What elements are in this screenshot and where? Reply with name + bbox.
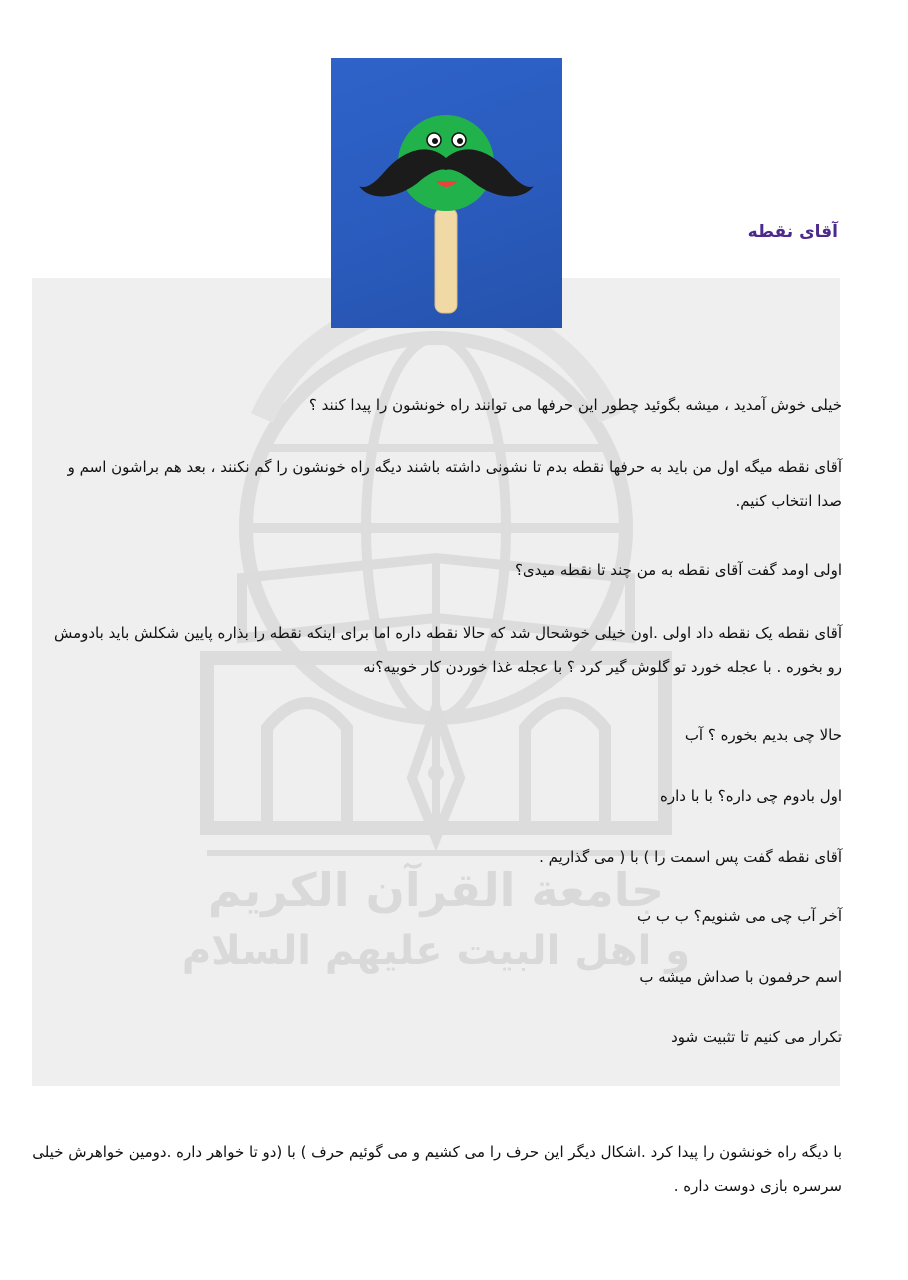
paragraph-7: آقای نقطه گفت پس اسمت را ) با ( می گذاریم . [539, 848, 842, 866]
paragraph-5: حالا چی بدیم بخوره ؟ آب [684, 726, 842, 744]
paragraph-9: اسم حرفمون با صداش میشه ب [639, 968, 842, 986]
watermark-line-2: و اهل البيت عليهم السلام [181, 928, 691, 974]
paragraph-1: خیلی خوش آمدید ، میشه بگوئید چطور این حرفها می توانند راه خونشون را پیدا کنند ؟ [308, 396, 842, 414]
watermark-line-1: جامعة القرآن الكريم [207, 863, 665, 917]
paragraph-10: تکرار می کنیم تا تثبیت شود [671, 1028, 842, 1046]
mr-dot-craft-photo [331, 58, 562, 328]
paragraph-4: آقای نقطه یک نقطه داد اولی .اون خیلی خوشحال شد که حالا نقطه داره اما برای اینکه نقطه را بذاره پایین شکلش باید بادومش رو بخوره . با عجله خورد تو گلوش گیر کرد ؟ با عجله غذا خوردن کار خوبیه؟نه [53, 624, 842, 676]
paragraph-8: آخر آب چی می شنویم؟ ب ب ب [636, 907, 842, 925]
page-title: آقای نقطه [747, 222, 838, 242]
paragraph-3: اولی اومد گفت آقای نقطه به من چند تا نقطه میدی؟ [514, 561, 842, 579]
paragraph-6: اول بادوم چی داره؟ با با داره [660, 787, 842, 805]
paragraph-2: آقای نقطه میگه اول من باید به حرفها نقطه بدم تا نشونی داشته باشند دیگه راه خونشون را گم نکنند ، بعد هم براشون اسم و صدا انتخاب کنیم. [67, 458, 842, 510]
green-face-puppet-icon [331, 58, 562, 328]
paragraph-11: با دیگه راه خونشون را پیدا کرد .اشکال دیگر این حرف را می کشیم و می گوئیم حرف ) با (دو تا خواهر داره .دومین خواهرش خیلی سرسره بازی دوست داره . [32, 1143, 842, 1195]
